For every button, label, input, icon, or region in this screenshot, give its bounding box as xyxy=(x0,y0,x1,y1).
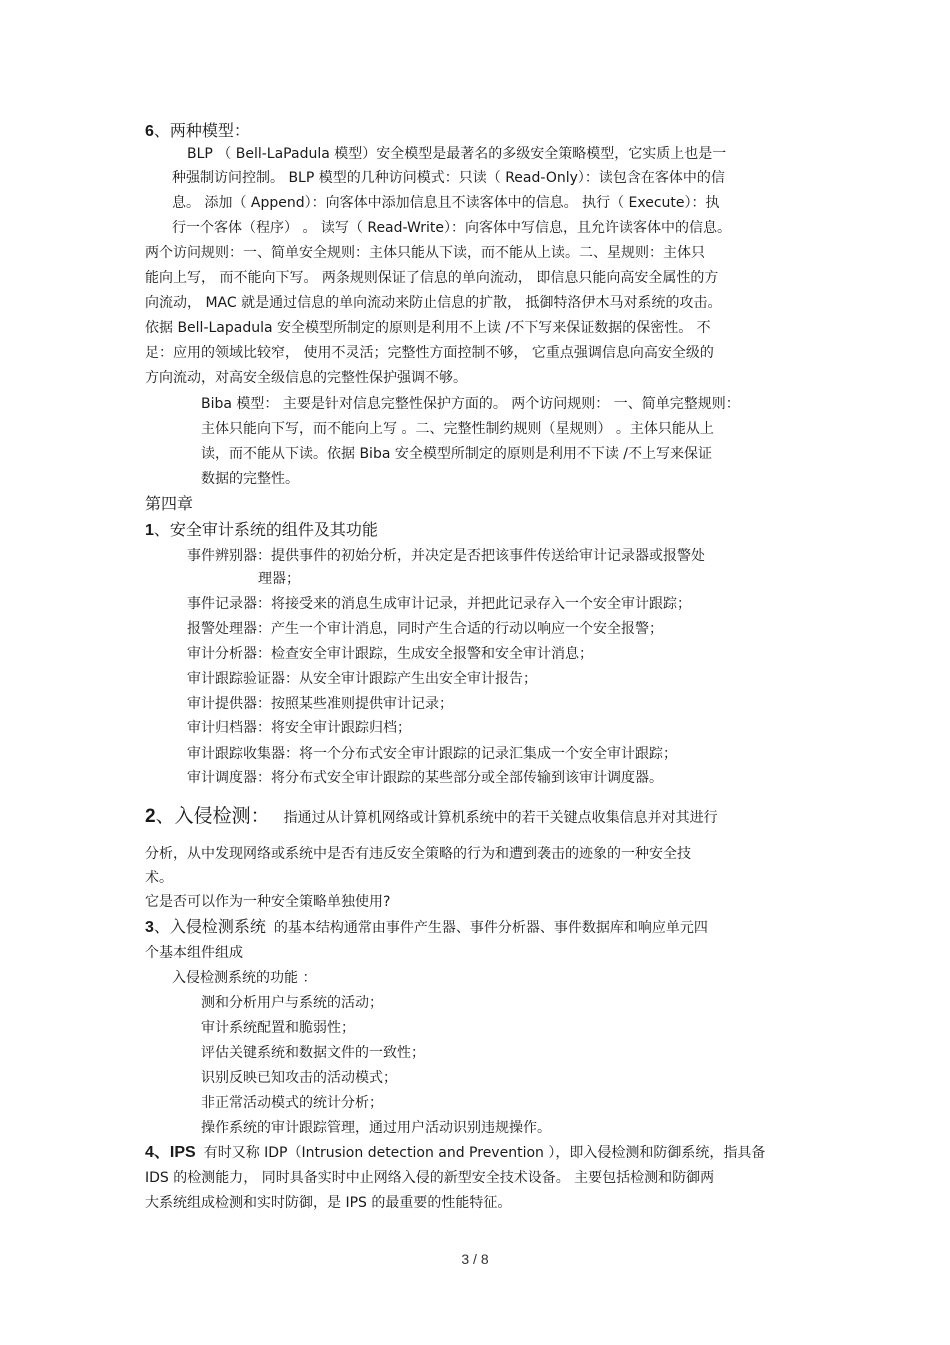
paragraph-line: BLP （ Bell-LaPadula 模型）安全模型是最著名的多级安全策略模型，它实质上也是一 xyxy=(187,146,727,162)
list-item: 审计跟踪收集器：将一个分布式安全审计跟踪的记录汇集成一个安全审计跟踪； xyxy=(187,746,677,762)
paragraph-line: 能向上写， 而不能向下写。 两条规则保证了信息的单向流动， 即信息只能向高安全属性的方 xyxy=(145,270,719,286)
list-item: 识别反映已知攻击的活动模式； xyxy=(201,1070,397,1086)
section-title: 、入侵检测： xyxy=(155,805,270,827)
paragraph-line: 个基本组件组成 xyxy=(145,945,243,961)
section-title: 、入侵检测系统 xyxy=(153,917,266,936)
paragraph-line: 读，而不能从下读。依据 Biba 安全模型所制定的原则是利用不下读 /不上写来保证 xyxy=(201,446,713,462)
section-number: 4 xyxy=(145,1144,154,1161)
page-number: 3 / 8 xyxy=(461,1251,489,1267)
list-item: 审计分析器：检查安全审计跟踪，生成安全报警和安全审计消息； xyxy=(187,646,593,662)
paragraph-line: 行一个客体（程序） 。 读写（ Read-Write）：向客体中写信息，且允许读客体中的信息。 xyxy=(172,220,731,236)
section-title: 、两种模型： xyxy=(153,121,250,140)
paragraph-line: 术。 xyxy=(145,870,173,886)
paragraph-line: 主体只能向下写，而不能向上写 。二、完整性制约规则（星规则） 。主体只能从上 xyxy=(201,421,714,437)
section-2-heading xyxy=(145,805,718,830)
paragraph-line: 向流动， MAC 就是通过信息的单向流动来防止信息的扩散， 抵御特洛伊木马对系统的攻击。 xyxy=(145,295,722,311)
list-item: 审计跟踪验证器：从安全审计跟踪产生出安全审计报告； xyxy=(187,671,537,687)
list-item: 审计提供器：按照某些准则提供审计记录； xyxy=(187,696,453,712)
paragraph-line: Biba 模型： 主要是针对信息完整性保护方面的。 两个访问规则： 一、简单完整规则： xyxy=(201,396,740,412)
list-item: 评估关键系统和数据文件的一致性； xyxy=(201,1045,425,1061)
paragraph-line: IDS 的检测能力， 同时具备实时中止网络入侵的新型安全技术设备。 主要包括检测和防御两 xyxy=(145,1170,715,1186)
paragraph-line: 它是否可以作为一种安全策略单独使用? xyxy=(145,894,391,910)
list-item: 测和分析用户与系统的活动； xyxy=(201,995,383,1011)
list-item: 审计调度器：将分布式安全审计跟踪的某些部分或全部传输到该审计调度器。 xyxy=(187,770,663,786)
paragraph-line: 两个访问规则：一、简单安全规则：主体只能从下读，而不能从上读。二、星规则：主体只 xyxy=(145,245,705,261)
section-number: 6 xyxy=(145,123,154,140)
paragraph-line: 数据的完整性。 xyxy=(201,471,299,487)
list-item: 操作系统的审计跟踪管理，通过用户活动识别违规操作。 xyxy=(201,1120,551,1136)
list-item: 审计系统配置和脆弱性； xyxy=(201,1020,355,1036)
paragraph-line: 依据 Bell-Lapadula 安全模型所制定的原则是利用不上读 /不下写来保证数据的保密性。 不 xyxy=(145,320,711,336)
list-item: 事件辨别器：提供事件的初始分析，并决定是否把该事件传送给审计记录器或报警处 xyxy=(187,548,705,564)
section-text: 有时又称 IDP（Intrusion detection and Prevention ），即入侵检测和防御系统，指具备 xyxy=(203,1145,766,1161)
list-item: 审计归档器：将安全审计跟踪归档； xyxy=(187,720,411,736)
section-title: 、IPS xyxy=(153,1144,196,1161)
paragraph-line: 足：应用的领域比较窄， 使用不灵活；完整性方面控制不够， 它重点强调信息向高安全级的 xyxy=(145,345,714,361)
paragraph-line: 大系统组成检测和实时防御，是 IPS 的最重要的性能特征。 xyxy=(145,1195,512,1211)
section-1-heading xyxy=(145,520,378,541)
list-item: 非正常活动模式的统计分析； xyxy=(201,1095,383,1111)
section-4-heading xyxy=(145,1143,765,1163)
list-item: 理器； xyxy=(258,571,300,587)
paragraph-line: 息。 添加（ Append）：向客体中添加信息且不读客体中的信息。 执行（ Execute）：执 xyxy=(172,195,720,211)
section-text: 指通过从计算机网络或计算机系统中的若干关键点收集信息并对其进行 xyxy=(283,810,718,826)
list-item: 事件记录器：将接受来的消息生成审计记录，并把此记录存入一个安全审计跟踪； xyxy=(187,596,691,612)
subheading: 入侵检测系统的功能 ： xyxy=(172,970,317,986)
list-item: 报警处理器：产生一个审计消息，同时产生合适的行动以响应一个安全报警； xyxy=(187,621,663,637)
paragraph-line: 分析，从中发现网络或系统中是否有违反安全策略的行为和遭到袭击的迹象的一种安全技 xyxy=(145,846,691,862)
section-number: 2 xyxy=(145,806,156,827)
section-6-heading xyxy=(145,121,250,142)
chapter-heading: 第四章 xyxy=(145,494,194,513)
section-title: 、安全审计系统的组件及其功能 xyxy=(153,520,378,539)
section-3-heading xyxy=(145,917,708,939)
paragraph-line: 方向流动，对高安全级信息的完整性保护强调不够。 xyxy=(145,370,467,386)
section-number: 3 xyxy=(145,919,154,936)
section-text: 的基本结构通常由事件产生器、事件分析器、事件数据库和响应单元四 xyxy=(273,920,708,936)
section-number: 1 xyxy=(145,522,154,539)
paragraph-line: 种强制访问控制。 BLP 模型的几种访问模式：只读（ Read-Only）：读包含在客体中的信 xyxy=(172,170,725,186)
